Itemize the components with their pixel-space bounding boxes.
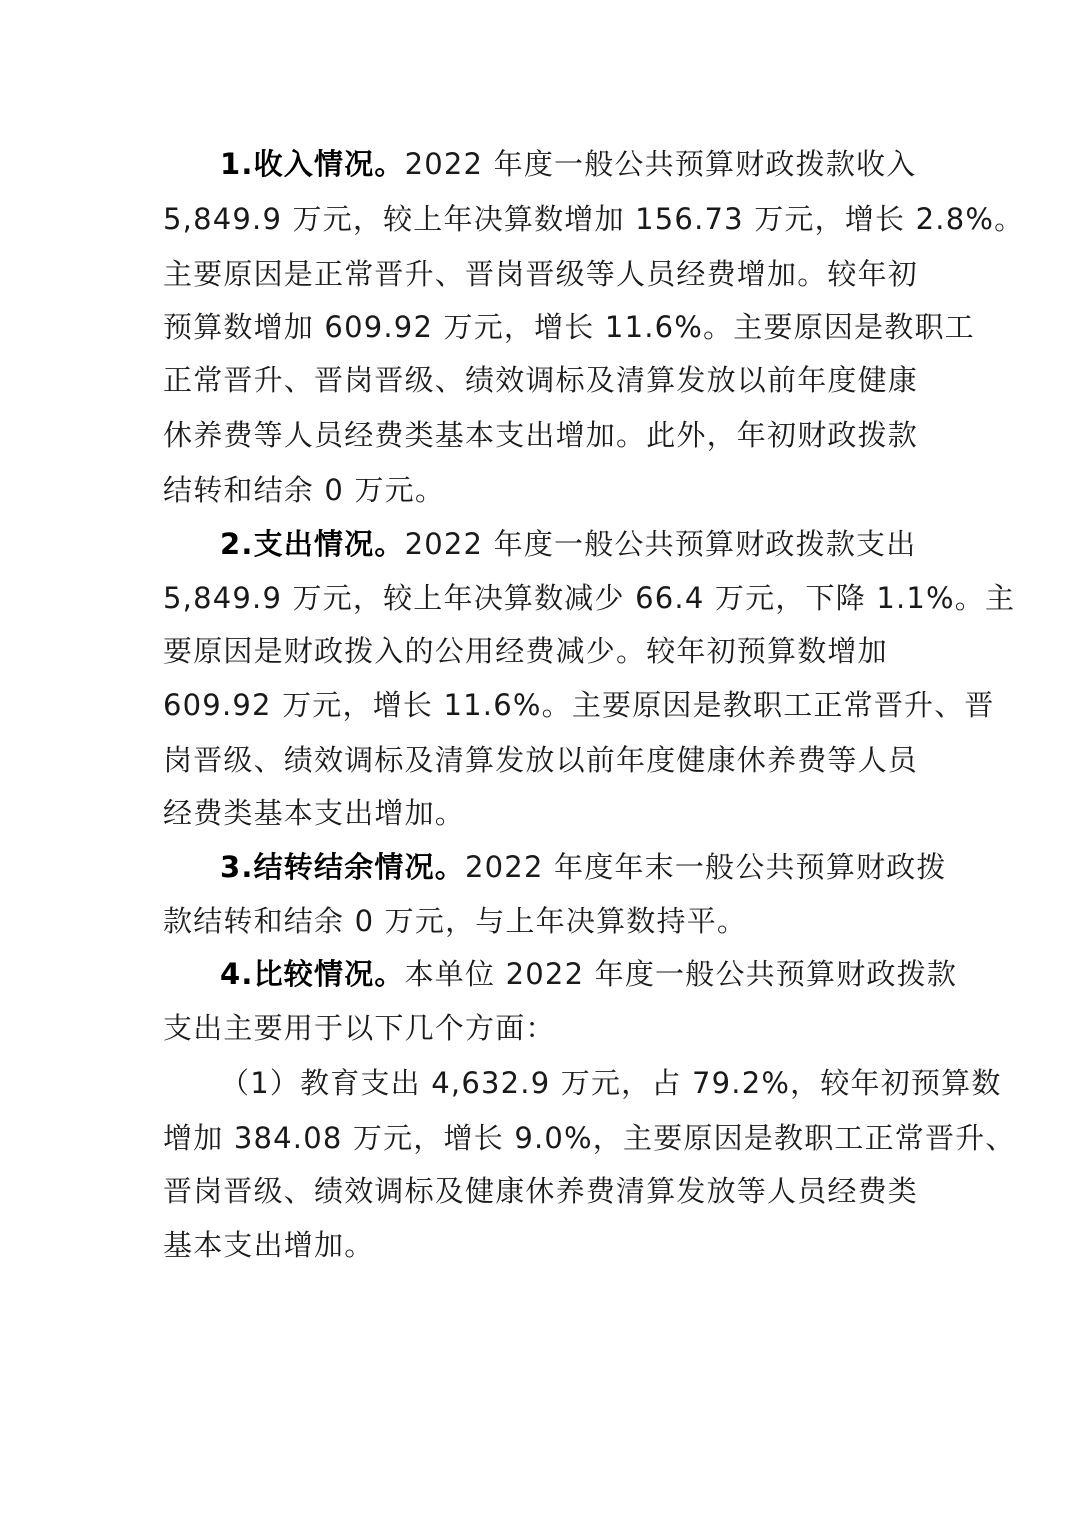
expenditure-text-1: 2022 年度一般公共预算财政拨款支出: [404, 527, 917, 561]
item1-line-4: 基本支出增加。: [163, 1228, 375, 1262]
carryover-line-1: [220, 849, 947, 885]
item1-line-1: （1）教育支出 4,632.9 万元，占 79.2%，较年初预算数: [220, 1066, 1002, 1100]
income-line-5: 正常晋升、晋岗晋级、绩效调标及清算发放以前年度健康: [163, 363, 919, 397]
expenditure-heading: 2.支出情况。: [220, 527, 405, 561]
expenditure-line-2: 5,849.9 万元，较上年决算数减少 66.4 万元，下降 1.1%。主: [163, 581, 1016, 615]
expenditure-line-5: 岗晋级、绩效调标及清算发放以前年度健康休养费等人员: [163, 743, 919, 777]
carryover-text-1: 2022 年度年末一般公共预算财政拨: [465, 850, 947, 884]
income-line-7: 结转和结余 0 万元。: [163, 473, 446, 507]
carryover-line-2: 款结转和结余 0 万元，与上年决算数持平。: [163, 904, 748, 938]
carryover-heading: 3.结转结余情况。: [220, 850, 465, 884]
comparison-line-2: 支出主要用于以下几个方面：: [163, 1011, 556, 1045]
item1-line-2: 增加 384.08 万元，增长 9.0%，主要原因是教职工正常晋升、: [163, 1121, 1016, 1155]
income-line-4: 预算数增加 609.92 万元，增长 11.6%。主要原因是教职工: [163, 310, 975, 344]
comparison-line-1: [220, 956, 957, 992]
expenditure-line-4: 609.92 万元，增长 11.6%。主要原因是教职工正常晋升、晋: [163, 688, 995, 722]
comparison-heading: 4.比较情况。: [220, 957, 405, 991]
expenditure-line-6: 经费类基本支出增加。: [163, 796, 466, 830]
comparison-text-1: 本单位 2022 年度一般公共预算财政拨款: [404, 957, 958, 991]
income-line-1: [220, 146, 916, 182]
income-line-6: 休养费等人员经费类基本支出增加。此外，年初财政拨款: [163, 418, 919, 452]
income-line-2: 5,849.9 万元，较上年决算数增加 156.73 万元，增长 2.8%。: [163, 202, 1025, 236]
item1-line-3: 晋岗晋级、绩效调标及健康休养费清算发放等人员经费类: [163, 1174, 919, 1208]
expenditure-line-1: [220, 526, 916, 562]
income-heading: 1.收入情况。: [220, 147, 405, 181]
income-line-3: 主要原因是正常晋升、晋岗晋级等人员经费增加。较年初: [163, 257, 919, 291]
income-text-1: 2022 年度一般公共预算财政拨款收入: [404, 147, 917, 181]
expenditure-line-3: 要原因是财政拨入的公用经费减少。较年初预算数增加: [163, 634, 888, 668]
